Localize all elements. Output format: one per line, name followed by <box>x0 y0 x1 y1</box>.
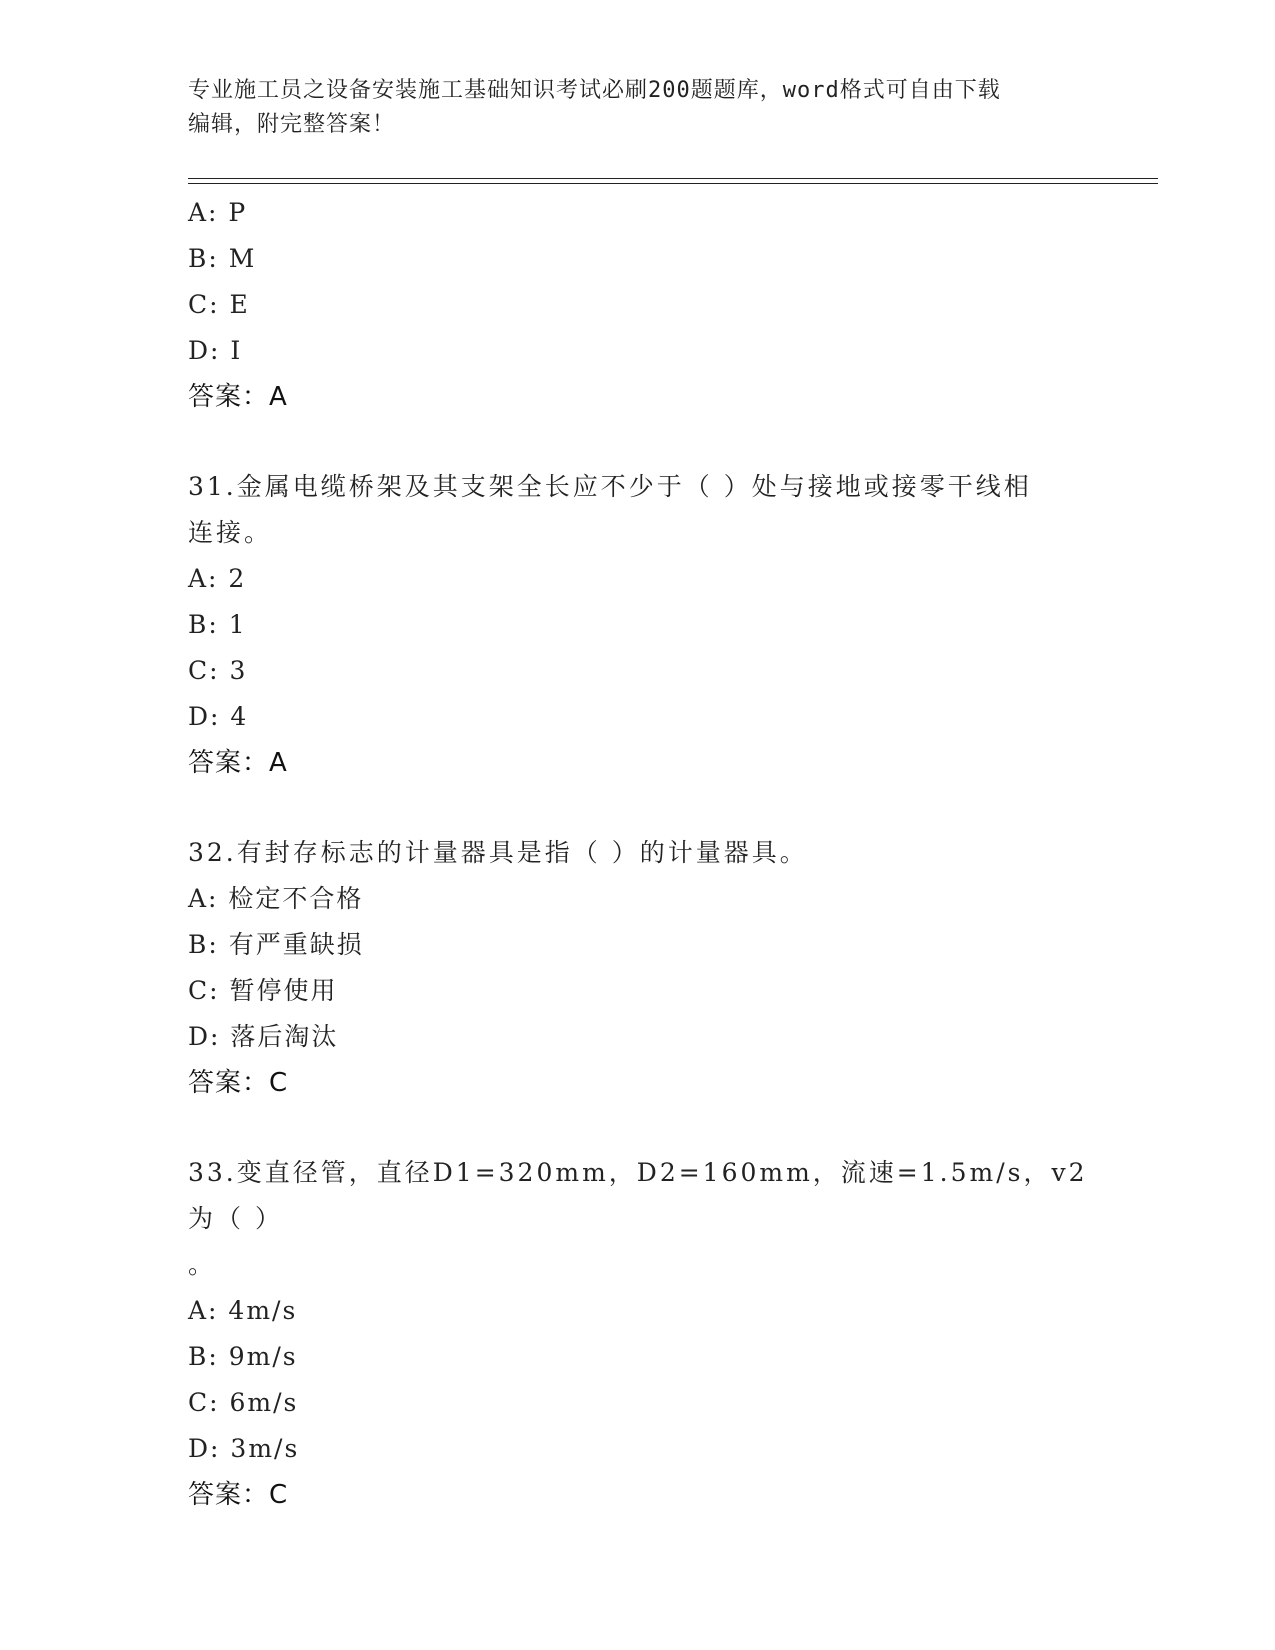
answer-label: 答案：C <box>188 1480 289 1510</box>
question-text: 33.变直径管，直径D1=320mm，D2=160mm，流速=1.5m/s，v2为（ ） <box>188 1158 1088 1233</box>
header-line-2: 编辑，附完整答案！ <box>188 112 396 137</box>
option-a: A: 4m/s <box>188 1296 298 1325</box>
question-text: 31.金属电缆桥架及其支架全长应不少于（ ）处与接地或接零干线相 <box>188 472 1032 501</box>
question-block-32 <box>188 830 1088 1106</box>
option-b: B: M <box>188 244 257 273</box>
option-b: B: 有严重缺损 <box>188 930 364 959</box>
answer-label: 答案：C <box>188 1068 289 1098</box>
header-divider-bottom <box>188 183 1158 184</box>
header-divider-top <box>188 178 1158 179</box>
question-list <box>188 190 1088 1518</box>
question-block-31 <box>188 464 1088 786</box>
option-a: A: 检定不合格 <box>188 884 364 913</box>
question-text: 32.有封存标志的计量器具是指（ ）的计量器具。 <box>188 838 808 867</box>
option-d: D: I <box>188 336 243 365</box>
option-a: A: P <box>188 198 248 227</box>
question-block-33 <box>188 1150 1088 1518</box>
answer-label: 答案：A <box>188 382 288 412</box>
option-c: C: 6m/s <box>188 1388 299 1417</box>
question-text-continued: 。 <box>188 1250 217 1279</box>
option-c: C: E <box>188 290 250 319</box>
document-header <box>188 74 1088 142</box>
option-b: B: 1 <box>188 610 247 639</box>
option-c: C: 3 <box>188 656 248 685</box>
option-a: A: 2 <box>188 564 247 593</box>
option-d: D: 4 <box>188 702 249 731</box>
question-block-prev <box>188 190 1088 420</box>
option-d: D: 落后淘汰 <box>188 1022 339 1051</box>
option-c: C: 暂停使用 <box>188 976 338 1005</box>
question-text-continued: 连接。 <box>188 518 273 547</box>
option-b: B: 9m/s <box>188 1342 298 1371</box>
answer-label: 答案：A <box>188 748 288 778</box>
header-line-1: 专业施工员之设备安装施工基础知识考试必刷200题题库，word格式可自由下载 <box>188 78 1001 103</box>
option-d: D: 3m/s <box>188 1434 300 1463</box>
